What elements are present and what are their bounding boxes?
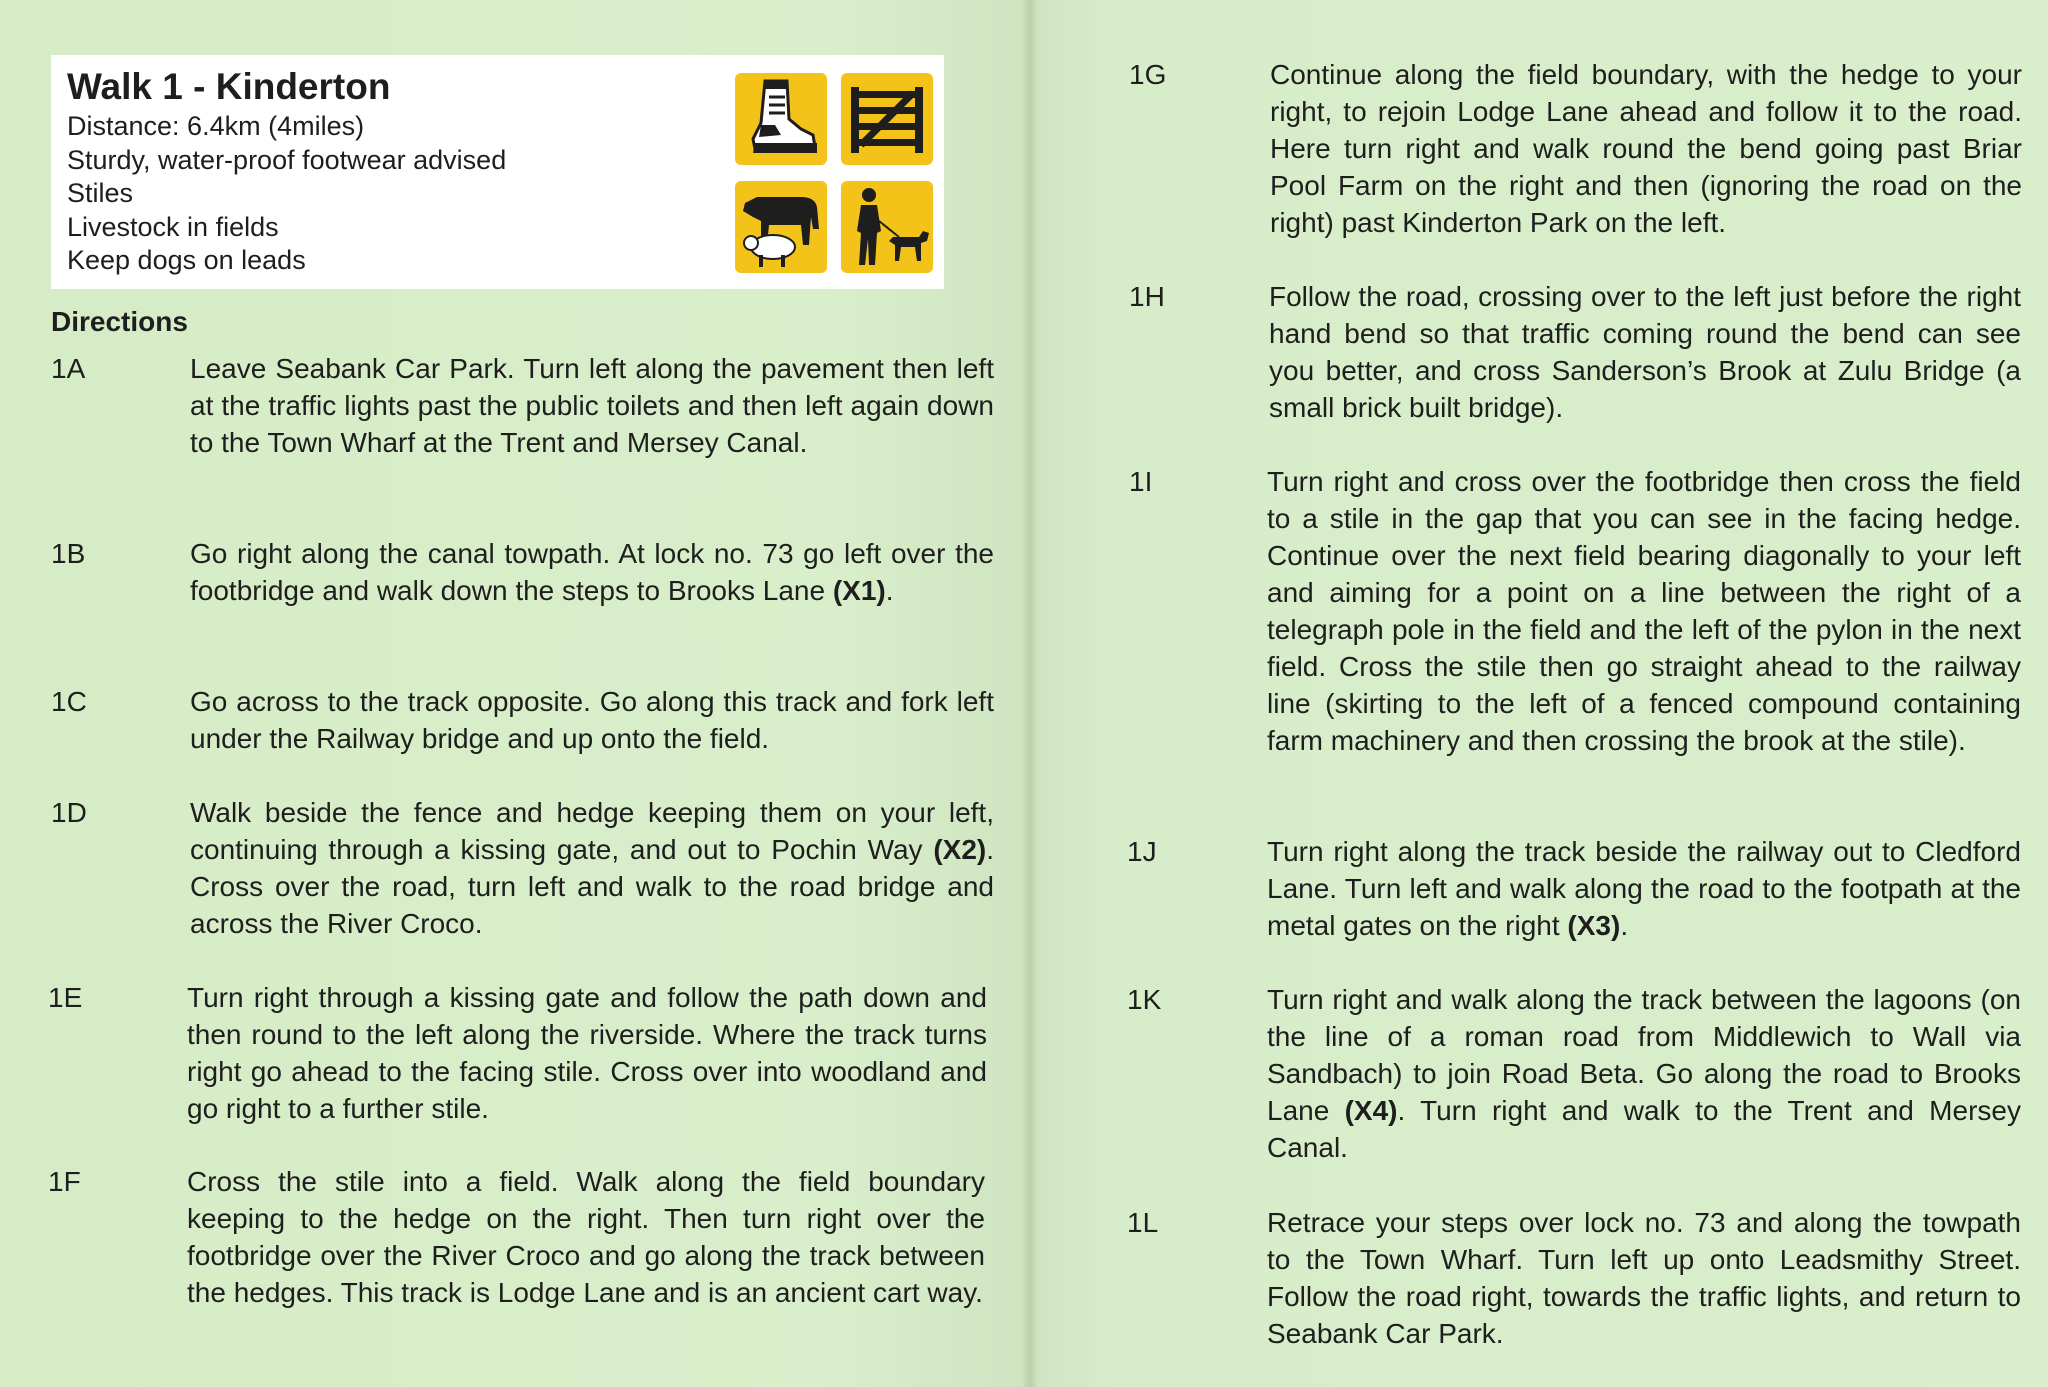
walk-dogs-note: Keep dogs on leads <box>67 245 306 275</box>
step-code: 1J <box>1127 836 1157 867</box>
step-code: 1F <box>48 1166 81 1197</box>
step-text: Continue along the field boundary, with the hedge to your right, to rejoin Lodge Lane ahead and follow it to the road. Here turn right and walk round the bend going past Briar Pool Farm on the right and then (ignoring the road on the right) past Kinderton Park on the left. <box>1270 59 2022 238</box>
step-text: Turn right and walk along the track between the lagoons (on the line of a roman road from Middlewich to Wall via Sandbach) to join Road Beta. Go along the road to Brooks Lane (X4). Turn right and walk to the Trent and Mersey Canal. <box>1267 984 2021 1163</box>
step-code: 1L <box>1127 1207 1159 1238</box>
walk-title: Walk 1 - Kinderton <box>67 66 391 107</box>
step-text: Turn right and cross over the footbridge then cross the field to a stile in the gap that you can see in the facing hedge. Continue over the next field bearing diagonally to your left and aiming for a point on a line between the right of a telegraph pole in the field and the left of the pylon in the next field. Cross the stile then go straight ahead to the railway line (skirting to the left of a fenced compound containing farm machinery and then crossing the brook at the stile). <box>1267 466 2021 756</box>
step-text: Go across to the track opposite. Go along this track and fork left under the Railway bridge and up onto the field. <box>190 686 994 754</box>
walk-stiles-note: Stiles <box>67 178 134 208</box>
step-code: 1A <box>51 353 86 384</box>
step-text: Cross the stile into a field. Walk along the field boundary keeping to the hedge on the right. Then turn right over the footbridge over the River Croco and go along the track between the hedges. This track is Lodge Lane and is an ancient cart way. <box>187 1166 985 1308</box>
gate-stile-icon <box>841 73 933 165</box>
step-text: Go right along the canal towpath. At lock no. 73 go left over the footbridge and walk down the steps to Brooks Lane (X1). <box>190 538 994 606</box>
step-code: 1G <box>1129 59 1167 90</box>
step-text: Retrace your steps over lock no. 73 and along the towpath to the Town Wharf. Turn left up onto Leadsmithy Street. Follow the road right, towards the traffic lights, and return to Seabank Car Park. <box>1267 1207 2021 1349</box>
walk-info-box <box>51 55 944 289</box>
step-code: 1D <box>51 797 87 828</box>
walk-livestock-note: Livestock in fields <box>67 212 279 242</box>
dog-walker-icon <box>841 181 933 273</box>
step-code: 1E <box>48 982 83 1013</box>
step-text: Turn right along the track beside the railway out to Cledford Lane. Turn left and walk along the road to the footpath at the metal gates on the right (X3). <box>1267 836 2021 941</box>
step-text: Follow the road, crossing over to the left just before the right hand bend so that traffic coming round the bend can see you better, and cross Sanderson’s Brook at Zulu Bridge (a small brick built bridge). <box>1269 281 2021 423</box>
walk-footwear-note: Sturdy, water-proof footwear advised <box>67 145 507 175</box>
page-gutter <box>1022 0 1038 1387</box>
walk-icons <box>735 73 935 279</box>
walk-distance: Distance: 6.4km (4miles) <box>67 111 365 141</box>
livestock-icon <box>735 181 827 273</box>
step-code: 1B <box>51 538 86 569</box>
directions-heading: Directions <box>51 306 188 337</box>
boot-icon <box>735 73 827 165</box>
step-code: 1H <box>1129 281 1165 312</box>
step-code: 1C <box>51 686 87 717</box>
step-code: 1I <box>1129 466 1153 497</box>
step-text: Leave Seabank Car Park. Turn left along the pavement then left at the traffic lights past the public toilets and then left again down to the Town Wharf at the Trent and Mersey Canal. <box>190 353 994 458</box>
step-code: 1K <box>1127 984 1162 1015</box>
step-text: Turn right through a kissing gate and follow the path down and then round to the left along the riverside. Where the track turns right go ahead to the facing stile. Cross over into woodland and go right to a further stile. <box>187 982 987 1124</box>
step-text: Walk beside the fence and hedge keeping them on your left, continuing through a kissing gate, and out to Pochin Way (X2). Cross over the road, turn left and walk to the road bridge and across the River Croco. <box>190 797 994 939</box>
